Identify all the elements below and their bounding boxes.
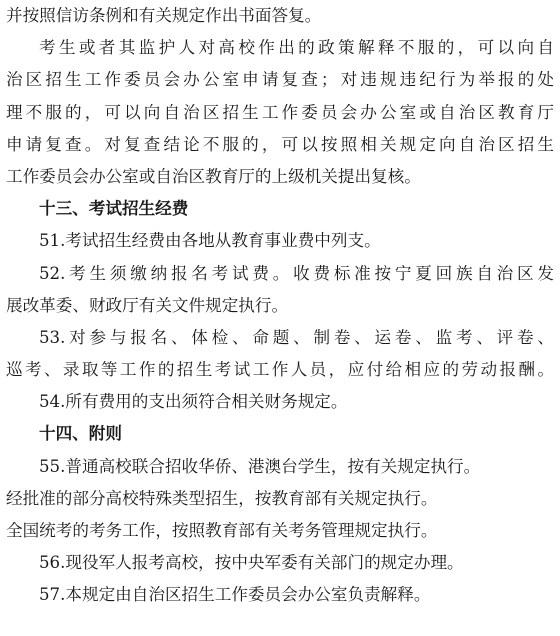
paragraph-line: 57.本规定由自治区招生工作委员会办公室负责解释。: [39, 585, 431, 605]
paragraph-line: 54.所有费用的支出须符合相关财务规定。: [39, 392, 348, 412]
paragraph-line: 考生或者其监护人对高校作出的政策解释不服的，可以向自: [39, 38, 554, 58]
paragraph-line: 理不服的，可以向自治区招生工作委员会办公室或自治区教育厅: [6, 102, 554, 122]
paragraph-line: 治区招生工作委员会办公室申请复查；对违规违纪行为举报的处: [6, 70, 554, 90]
paragraph-line: 55.普通高校联合招收华侨、港澳台学生，按有关规定执行。: [39, 456, 481, 476]
paragraph-line: 巡考、录取等工作的招生考试工作人员，应付给相应的劳动报酬。: [6, 360, 554, 380]
paragraph-line: 展改革委、财政厅有关文件规定执行。: [6, 295, 289, 315]
paragraph-line: 申请复查。对复查结论不服的，可以按照相关规定向自治区招生: [6, 134, 554, 154]
paragraph-line: 52.考生须缴纳报名考试费。收费标准按宁夏回族自治区发: [39, 263, 554, 283]
section-heading: 十三、考试招生经费: [39, 199, 189, 219]
document-body: [6, 0, 554, 612]
paragraph-line: 56.现役军人报考高校，按中央军委有关部门的规定办理。: [39, 553, 464, 573]
paragraph-line: 并按照信访条例和有关规定作出书面答复。: [6, 6, 322, 25]
paragraph-line: 经批准的部分高校特殊类型招生，按教育部有关规定执行。: [6, 488, 438, 508]
paragraph-line: 53.对参与报名、体检、命题、制卷、运卷、监考、评卷、: [39, 327, 554, 347]
paragraph-line: 全国统考的考务工作，按照教育部有关考务管理规定执行。: [6, 521, 438, 540]
paragraph-line: 51.考试招生经费由各地从教育事业费中列支。: [39, 231, 381, 251]
section-heading: 十四、附则: [39, 424, 122, 444]
paragraph-line: 工作委员会办公室或自治区教育厅的上级机关提出复核。: [6, 166, 421, 186]
